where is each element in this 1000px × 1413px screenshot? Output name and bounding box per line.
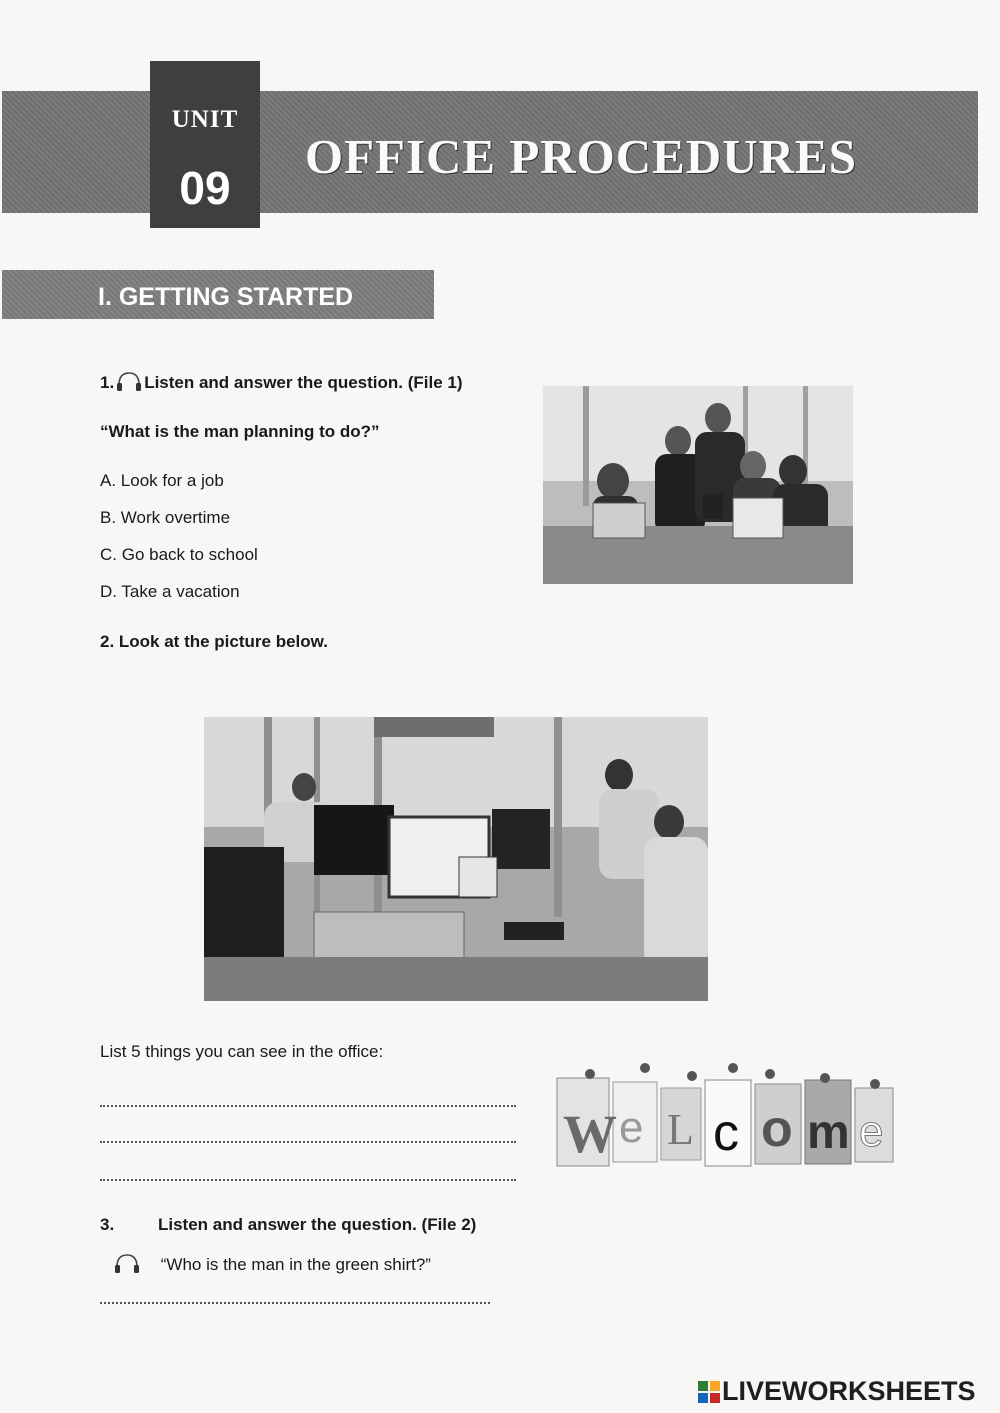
brand-name: LIVEWORKSHEETS bbox=[722, 1376, 976, 1406]
q1-option-d[interactable]: D. Take a vacation bbox=[100, 582, 240, 601]
q3-question: “Who is the man in the green shirt?” bbox=[160, 1254, 431, 1274]
answer-line-1[interactable] bbox=[100, 1105, 516, 1107]
q1-option-a[interactable]: A. Look for a job bbox=[100, 471, 224, 490]
q2-prompt: List 5 things you can see in the office: bbox=[100, 1042, 384, 1061]
unit-box bbox=[150, 61, 260, 228]
q3-number: 3. bbox=[100, 1215, 115, 1234]
unit-number: 09 bbox=[179, 162, 231, 214]
meeting-photo bbox=[543, 386, 853, 584]
welcome-sign-image bbox=[555, 1060, 895, 1172]
headphones-icon[interactable] bbox=[112, 1252, 142, 1279]
liveworksheets-logo[interactable] bbox=[698, 1376, 976, 1407]
welcome-letter-w: W bbox=[563, 1104, 617, 1164]
welcome-letter-l: L bbox=[667, 1105, 694, 1154]
liveworksheets-logo-icon bbox=[698, 1379, 720, 1401]
q1-question: “What is the man planning to do?” bbox=[100, 422, 380, 441]
q1-option-b[interactable]: B. Work overtime bbox=[100, 508, 231, 527]
q1-option-c[interactable]: C. Go back to school bbox=[100, 545, 258, 564]
welcome-letter-e2: e bbox=[859, 1107, 884, 1156]
q1-number: 1. bbox=[100, 372, 115, 392]
q2-instruction: 2. Look at the picture below. bbox=[100, 632, 328, 651]
welcome-letter-c: c bbox=[713, 1104, 739, 1162]
page-title: OFFICE PROCEDURES bbox=[305, 129, 857, 184]
q3-instruction: Listen and answer the question. (File 2) bbox=[158, 1215, 477, 1234]
section-title: I. GETTING STARTED bbox=[98, 283, 354, 311]
q3-question-line bbox=[112, 1252, 431, 1279]
q1-instruction-line bbox=[100, 370, 463, 397]
welcome-letter-e1: e bbox=[619, 1103, 644, 1152]
answer-line-3[interactable] bbox=[100, 1179, 516, 1181]
headphones-icon[interactable] bbox=[114, 370, 144, 397]
office-photo bbox=[204, 717, 708, 1001]
answer-line-2[interactable] bbox=[100, 1141, 516, 1143]
unit-label: UNIT bbox=[171, 106, 239, 133]
q1-instruction: Listen and answer the question. (File 1) bbox=[144, 372, 463, 392]
welcome-letter-m: m bbox=[807, 1106, 850, 1159]
welcome-letter-o: o bbox=[761, 1100, 793, 1158]
q3-answer-line[interactable] bbox=[100, 1302, 490, 1304]
